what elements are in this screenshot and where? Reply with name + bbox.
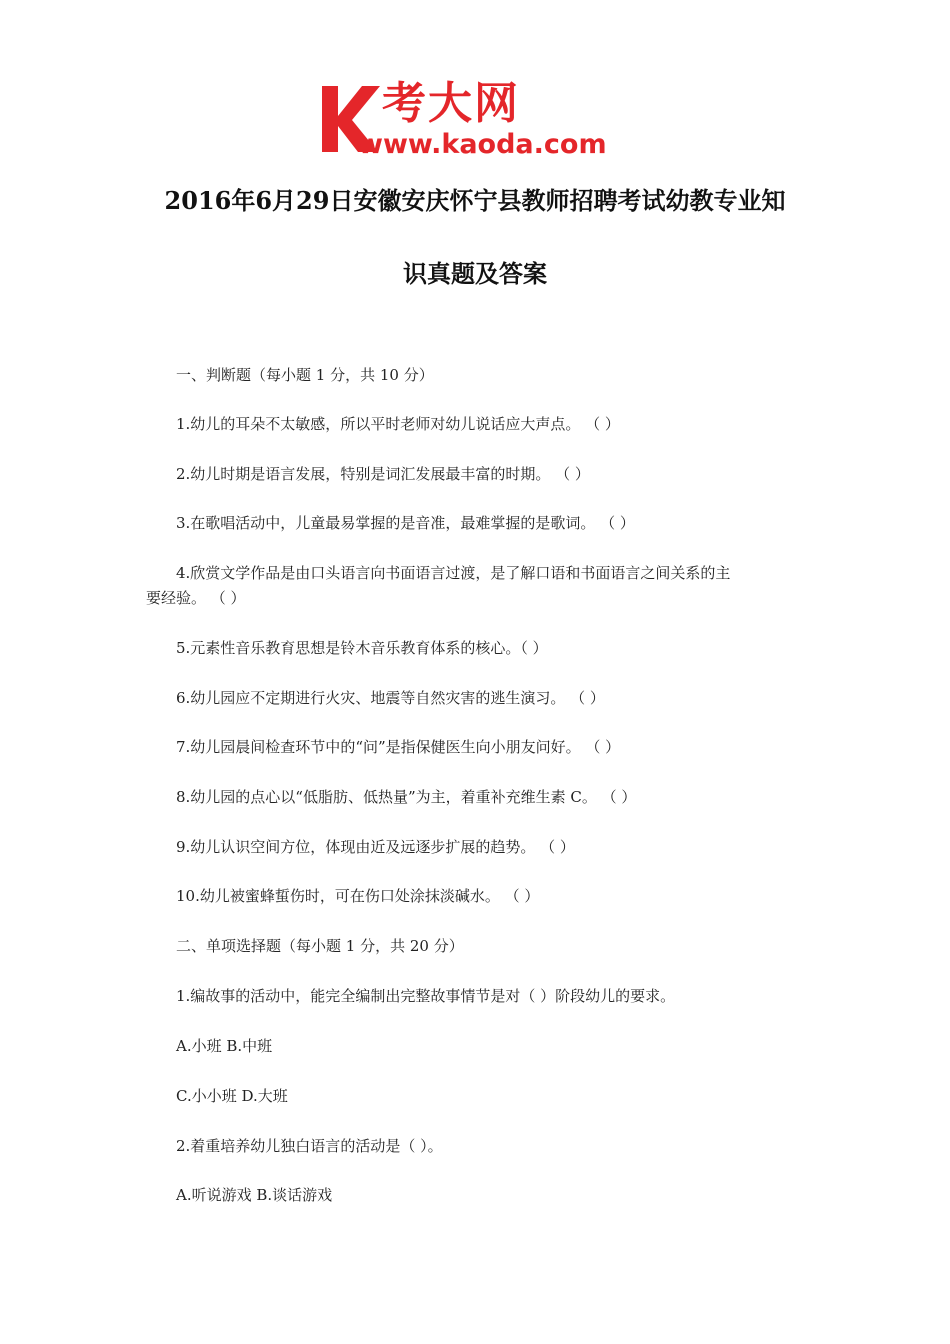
mc-question-2-options-ab: A.听说游戏 B.谈话游戏 [176, 1186, 333, 1204]
mc-question-1: 1.编故事的活动中，能完全编制出完整故事情节是对（ ）阶段幼儿的要求。 [176, 987, 676, 1005]
mc-question-1-options-cd: C.小小班 D.大班 [176, 1087, 288, 1105]
logo-brand-text: 考大网 [382, 78, 520, 129]
question-5: 5.元素性音乐教育思想是铃木音乐教育体系的核心。（ ） [176, 639, 548, 657]
question-2: 2.幼儿时期是语言发展，特别是词汇发展最丰富的时期。 （ ） [176, 465, 590, 483]
question-8: 8.幼儿园的点心以“低脂肪、低热量”为主，着重补充维生素 C。 （ ） [176, 788, 637, 806]
logo-url-text: www.kaoda.com [358, 129, 607, 160]
question-9: 9.幼儿认识空间方位，体现由近及远逐步扩展的趋势。 （ ） [176, 838, 575, 856]
section-2-heading: 二、单项选择题（每小题 1 分，共 20 分） [176, 937, 464, 955]
document-title-line-2: 识真题及答案 [403, 259, 547, 288]
kaoda-logo [318, 80, 638, 160]
mc-question-1-options-ab: A.小班 B.中班 [176, 1037, 273, 1055]
document-title-line-1: 2016年6月29日安徽安庆怀宁县教师招聘考试幼教专业知 [164, 186, 786, 215]
question-10: 10.幼儿被蜜蜂蜇伤时，可在伤口处涂抹淡碱水。 （ ） [176, 887, 540, 905]
section-1-heading: 一、判断题（每小题 1 分，共 10 分） [176, 366, 434, 384]
question-4-line-2: 要经验。 （ ） [146, 589, 246, 607]
question-6: 6.幼儿园应不定期进行火灾、地震等自然灾害的逃生演习。 （ ） [176, 689, 605, 707]
question-3: 3.在歌唱活动中，儿童最易掌握的是音准，最难掌握的是歌词。 （ ） [176, 514, 635, 532]
mc-question-2: 2.着重培养幼儿独白语言的活动是（ ）。 [176, 1137, 443, 1155]
question-7: 7.幼儿园晨间检查环节中的“问”是指保健医生向小朋友问好。 （ ） [176, 738, 621, 756]
question-4-line-1: 4.欣赏文学作品是由口头语言向书面语言过渡，是了解口语和书面语言之间关系的主 [176, 564, 731, 582]
question-1: 1.幼儿的耳朵不太敏感，所以平时老师对幼儿说话应大声点。 （ ） [176, 415, 620, 433]
